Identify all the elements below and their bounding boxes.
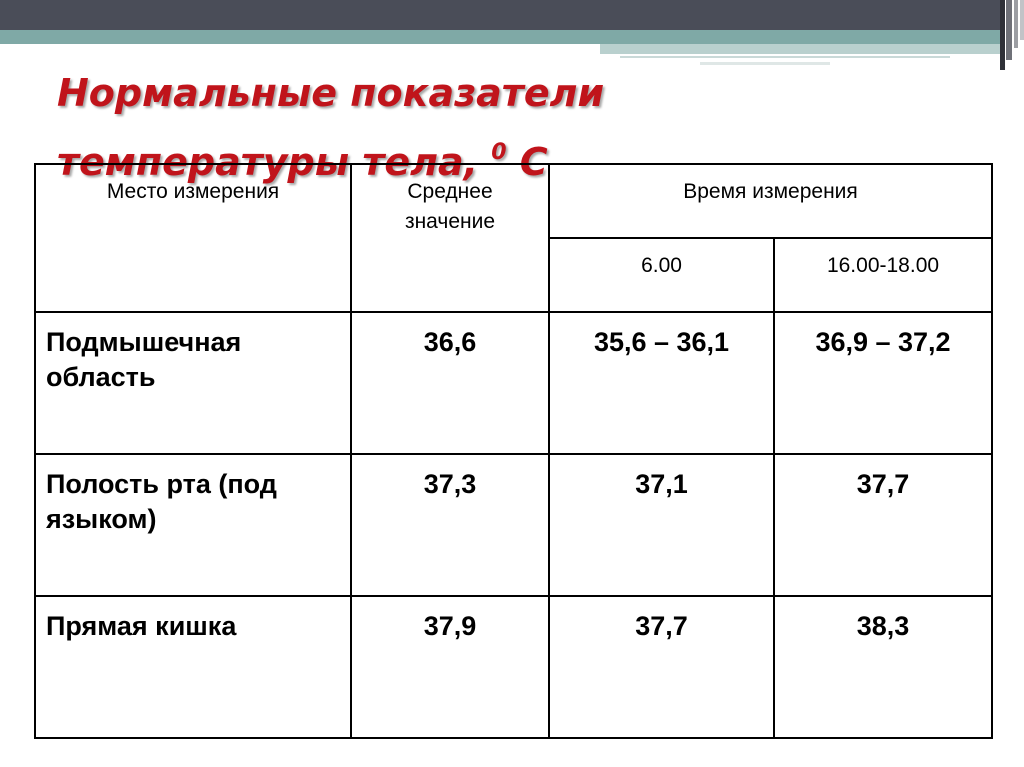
header-bar-teal-light (600, 44, 1000, 54)
header-time-evening: 16.00-18.00 (774, 238, 992, 312)
cell-place: Прямая кишка (35, 596, 351, 738)
header-mean: Среднее значение (351, 164, 549, 312)
cell-evening: 37,7 (774, 454, 992, 596)
title-degree: 0 (491, 140, 507, 165)
header-time: Время измерения (549, 164, 992, 238)
table-row (35, 312, 992, 454)
cell-evening: 38,3 (774, 596, 992, 738)
cell-morning: 37,7 (549, 596, 774, 738)
header-bar-dark (0, 0, 1000, 30)
header-time-morning: 6.00 (549, 238, 774, 312)
cell-mean: 36,6 (351, 312, 549, 454)
header-line (700, 62, 830, 65)
corner-strip (1020, 0, 1024, 40)
table-row (35, 596, 992, 738)
header-bar-teal (0, 30, 1000, 44)
corner-strip (1006, 0, 1012, 60)
title-line2: температуры тела, (57, 140, 492, 184)
cell-place: Полость рта (под языком) (35, 454, 351, 596)
header-line (620, 56, 950, 58)
title-unit: С (506, 140, 548, 184)
cell-morning: 37,1 (549, 454, 774, 596)
cell-evening: 36,9 – 37,2 (774, 312, 992, 454)
corner-strip (1014, 0, 1018, 48)
table-row (35, 454, 992, 596)
cell-place: Подмышечная область (35, 312, 351, 454)
cell-mean: 37,9 (351, 596, 549, 738)
cell-morning: 35,6 – 36,1 (549, 312, 774, 454)
table-header-row (35, 164, 992, 238)
header-place: Место измерения (35, 164, 351, 312)
title-line1: Нормальные показатели (57, 71, 605, 115)
temperature-table (34, 163, 993, 739)
cell-mean: 37,3 (351, 454, 549, 596)
corner-strip (1000, 0, 1005, 70)
